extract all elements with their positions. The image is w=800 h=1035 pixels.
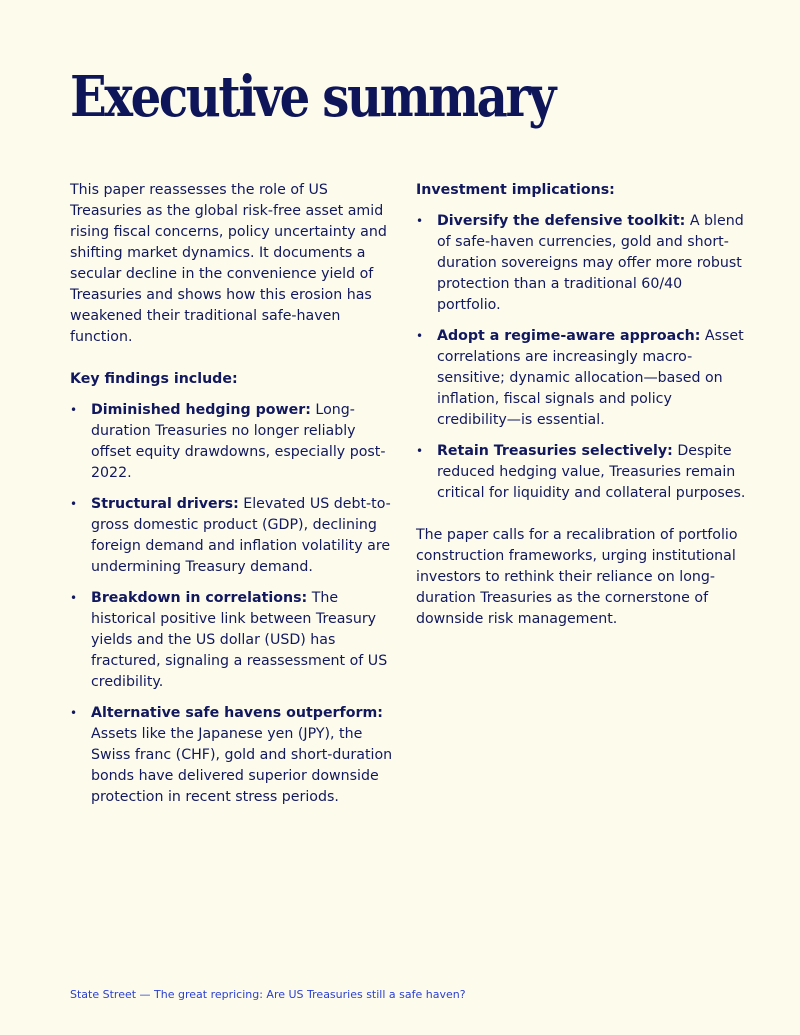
finding-item <box>70 588 395 693</box>
key-findings-list <box>70 400 395 808</box>
implication-lead: Adopt a regime-aware approach: <box>437 328 701 344</box>
left-column <box>70 180 395 818</box>
implication-text: A blend of safe-haven currencies, gold and short-duration sovereigns may offer more robust protection than a traditional 60/40 portfolio. <box>437 213 744 313</box>
closing-paragraph: The paper calls for a recalibration of portfolio construction frameworks, urging institutional investors to rethink their reliance on long-duration Treasuries as the cornerstone of downside risk management. <box>416 527 738 627</box>
footer-text: State Street — The great repricing: Are US Treasuries still a safe haven? <box>70 988 466 1001</box>
bullet-icon: • <box>416 444 424 458</box>
bullet-icon: • <box>70 706 78 720</box>
implication-lead: Retain Treasuries selectively: <box>437 443 673 459</box>
bullet-icon: • <box>416 214 424 228</box>
finding-lead: Breakdown in correlations: <box>91 590 308 606</box>
finding-text: Long-duration Treasuries no longer reliably offset equity drawdowns, especially post-2022. <box>91 402 386 481</box>
key-findings-heading: Key findings include: <box>70 371 238 387</box>
finding-lead: Structural drivers: <box>91 496 239 512</box>
finding-item <box>70 703 395 808</box>
implication-text: Asset correlations are increasingly macro-sensitive; dynamic allocation—based on inflation, fiscal signals and policy credibility—is essential. <box>437 328 744 428</box>
implication-item <box>416 326 746 431</box>
finding-item <box>70 400 395 484</box>
bullet-icon: • <box>416 329 424 343</box>
finding-text: Assets like the Japanese yen (JPY), the Swiss franc (CHF), gold and short-duration bonds have delivered superior downside protection in recent stress periods. <box>91 726 393 805</box>
implication-text: Despite reduced hedging value, Treasuries remain critical for liquidity and collateral purposes. <box>437 443 746 501</box>
implications-list <box>416 211 746 504</box>
finding-lead: Alternative safe havens outperform: <box>91 705 383 721</box>
finding-lead: Diminished hedging power: <box>91 402 311 418</box>
implication-item <box>416 441 746 504</box>
bullet-icon: • <box>70 403 78 417</box>
implication-lead: Diversify the defensive toolkit: <box>437 213 686 229</box>
implication-item <box>416 211 746 316</box>
bullet-icon: • <box>70 497 78 511</box>
page-title: Executive summary <box>70 64 555 130</box>
bullet-icon: • <box>70 591 78 605</box>
intro-paragraph: This paper reassesses the role of US Treasuries as the global risk-free asset amid rising fiscal concerns, policy uncertainty and shifting market dynamics. It documents a secular decline in the convenience yield of Treasuries and shows how this erosion has weakened their traditional safe-haven function. <box>70 182 387 345</box>
right-column <box>416 180 746 630</box>
finding-item <box>70 494 395 578</box>
investment-implications-heading: Investment implications: <box>416 182 615 198</box>
finding-text: The historical positive link between Treasury yields and the US dollar (USD) has fractured, signaling a reassessment of US credibility. <box>91 590 388 690</box>
finding-text: Elevated US debt-to-gross domestic product (GDP), declining foreign demand and inflation volatility are undermining Treasury demand. <box>91 496 391 575</box>
